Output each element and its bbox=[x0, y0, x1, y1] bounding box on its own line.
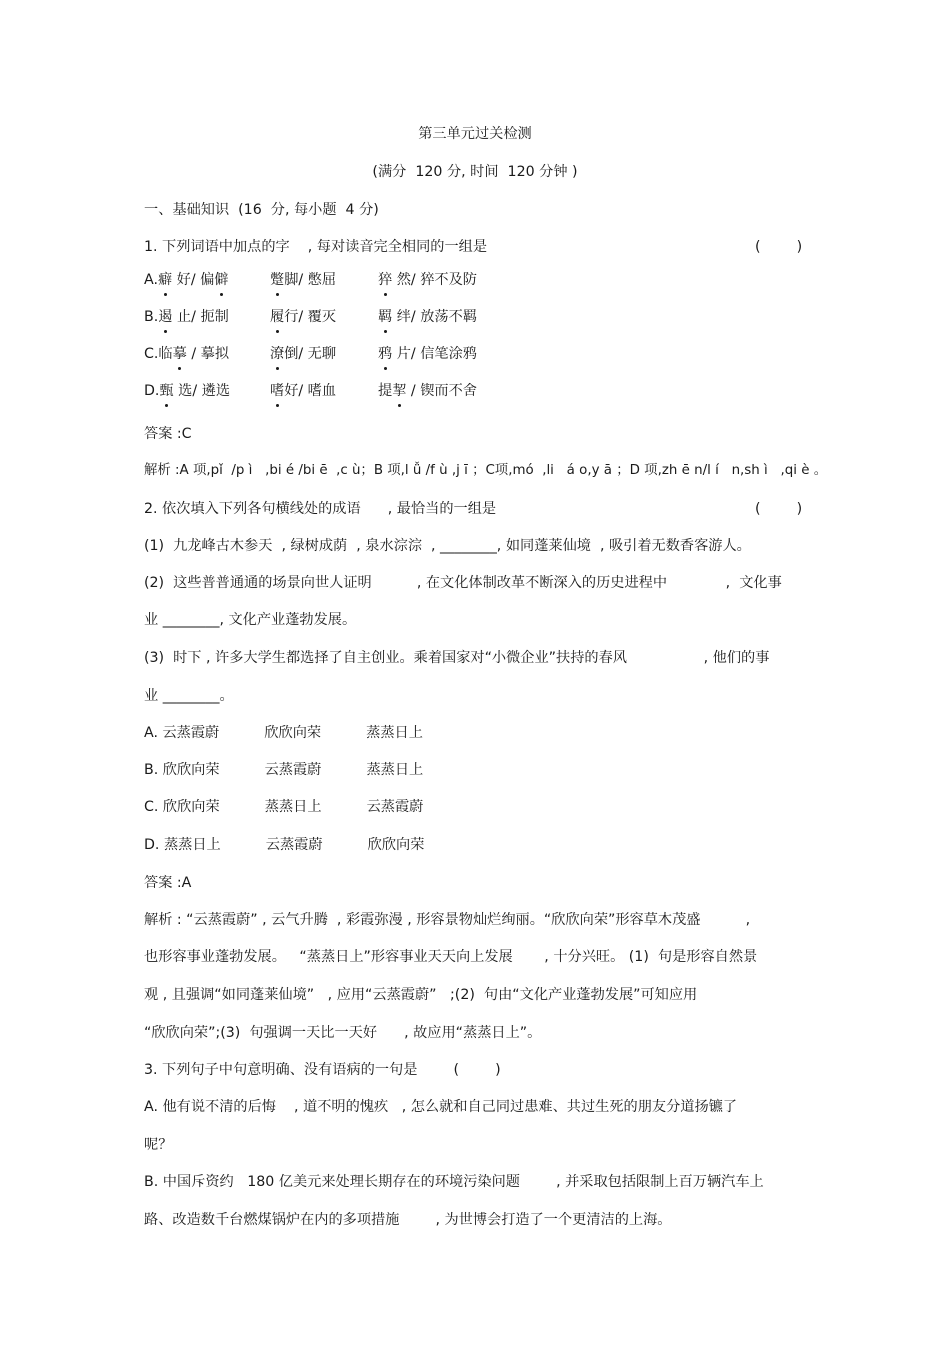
question-2-analysis-line-4: “欣欣向荣”;(3) 句强调一天比一天好 , 故应用“蒸蒸日上”。 bbox=[144, 1025, 542, 1041]
question-2-answer-paren: ( ) bbox=[755, 501, 803, 517]
question-2-sentence-3-line-1: (3) 时下 , 许多大学生都选择了自主创业。乘着国家对“小微企业”扶持的春风 , 他们的事 bbox=[144, 650, 770, 666]
question-3-stem: 3. 下列句子中句意明确、没有语病的一句是 ( ) bbox=[144, 1062, 501, 1078]
question-1-option-a-pair-2: 蹩脚/ 憋屈 bbox=[270, 272, 337, 288]
question-1-stem: 1. 下列词语中加点的字 , 每对读音完全相同的一组是 bbox=[144, 239, 488, 255]
question-1-analysis: 解析 :A 项,pǐ /p ì ,bi é /bi ē ,c ù；B 项,l ǚ /f ù ,j ī ；C项,mó ,li á o,y ā ；D 项,zh ē n/l í n,sh ì ,qi è 。 bbox=[144, 463, 828, 478]
question-2-analysis-line-3: 观 , 且强调“如同蓬莱仙境” , 应用“云蒸霞蔚” ;(2) 句由“文化产业蓬勃发展”可知应用 bbox=[144, 987, 698, 1003]
question-2-sentence-2-line-2: 业 ________, 文化产业蓬勃发展。 bbox=[144, 612, 357, 628]
question-2-analysis-line-2: 也形容事业蓬勃发展。 “蒸蒸日上”形容事业天天向上发展 , 十分兴旺。 (1) 句是形容自然景 bbox=[144, 949, 758, 965]
question-2-option-b: B. 欣欣向荣 云蒸霞蔚 蒸蒸日上 bbox=[144, 762, 424, 778]
question-1-option-b: B.遏 止/ 扼制 bbox=[144, 309, 229, 325]
question-1-option-d-pair-2: 嗜好/ 嗜血 bbox=[270, 383, 337, 399]
question-2-answer: 答案 :A bbox=[144, 875, 192, 891]
question-1-option-b-pair-3: 羁 绊/ 放荡不羁 bbox=[378, 309, 477, 325]
question-2-option-d: D. 蒸蒸日上 云蒸霞蔚 欣欣向荣 bbox=[144, 837, 425, 853]
section-heading-basic-knowledge: 一、基础知识 (16 分, 每小题 4 分) bbox=[144, 202, 379, 218]
question-1-option-c: C.临摹 / 摹拟 bbox=[144, 346, 230, 362]
question-1-option-a-pair-3: 猝 然/ 猝不及防 bbox=[378, 272, 477, 288]
question-1-option-a: A.癖 好/ 偏僻 bbox=[144, 272, 229, 288]
question-3-option-b-line-1: B. 中国斥资约 180 亿美元来处理长期存在的环境污染问题 , 并采取包括限制上百万辆汽车上 bbox=[144, 1174, 764, 1190]
question-1-option-c-pair-2: 潦倒/ 无聊 bbox=[270, 346, 337, 362]
question-1-option-d-pair-3: 提挈 / 锲而不舍 bbox=[378, 383, 477, 399]
page-title: 第三单元过关检测 bbox=[418, 126, 532, 142]
score-time-info: (满分 120 分, 时间 120 分钟 ) bbox=[372, 164, 578, 180]
question-1-option-d: D.甄 选/ 遴选 bbox=[144, 383, 231, 399]
question-2-sentence-2-line-1: (2) 这些普普通通的场景向世人证明 , 在文化体制改革不断深入的历史进程中 , 文化事 bbox=[144, 575, 782, 591]
question-2-option-a: A. 云蒸霞蔚 欣欣向荣 蒸蒸日上 bbox=[144, 725, 423, 741]
question-3-option-b-line-2: 路、改造数千台燃煤锅炉在内的多项措施 , 为世博会打造了一个更清洁的上海。 bbox=[144, 1212, 672, 1228]
question-1-option-c-pair-3: 鸦 片/ 信笔涂鸦 bbox=[378, 346, 477, 362]
question-2-sentence-3-line-2: 业 ________。 bbox=[144, 688, 234, 704]
question-1-option-b-pair-2: 履行/ 覆灭 bbox=[270, 309, 337, 325]
question-3-option-a-line-2: 呢？ bbox=[144, 1137, 173, 1153]
question-2-analysis-line-1: 解析 : “云蒸霞蔚” , 云气升腾 , 彩霞弥漫 , 形容景物灿烂绚丽。“欣欣向荣”形容草木茂盛 , bbox=[144, 912, 751, 928]
question-1-answer-paren: ( ) bbox=[755, 239, 803, 255]
question-2-stem: 2. 依次填入下列各句横线处的成语 , 最恰当的一组是 bbox=[144, 501, 497, 517]
question-3-option-a-line-1: A. 他有说不清的后悔 , 道不明的愧疚 , 怎么就和自己同过患难、共过生死的朋友分道扬镳了 bbox=[144, 1099, 738, 1115]
question-2-sentence-1: (1) 九龙峰古木参天 , 绿树成荫 , 泉水淙淙 , ________, 如同蓬莱仙境 , 吸引着无数香客游人。 bbox=[144, 538, 751, 554]
question-1-answer: 答案 :C bbox=[144, 426, 192, 442]
question-2-option-c: C. 欣欣向荣 蒸蒸日上 云蒸霞蔚 bbox=[144, 799, 424, 815]
